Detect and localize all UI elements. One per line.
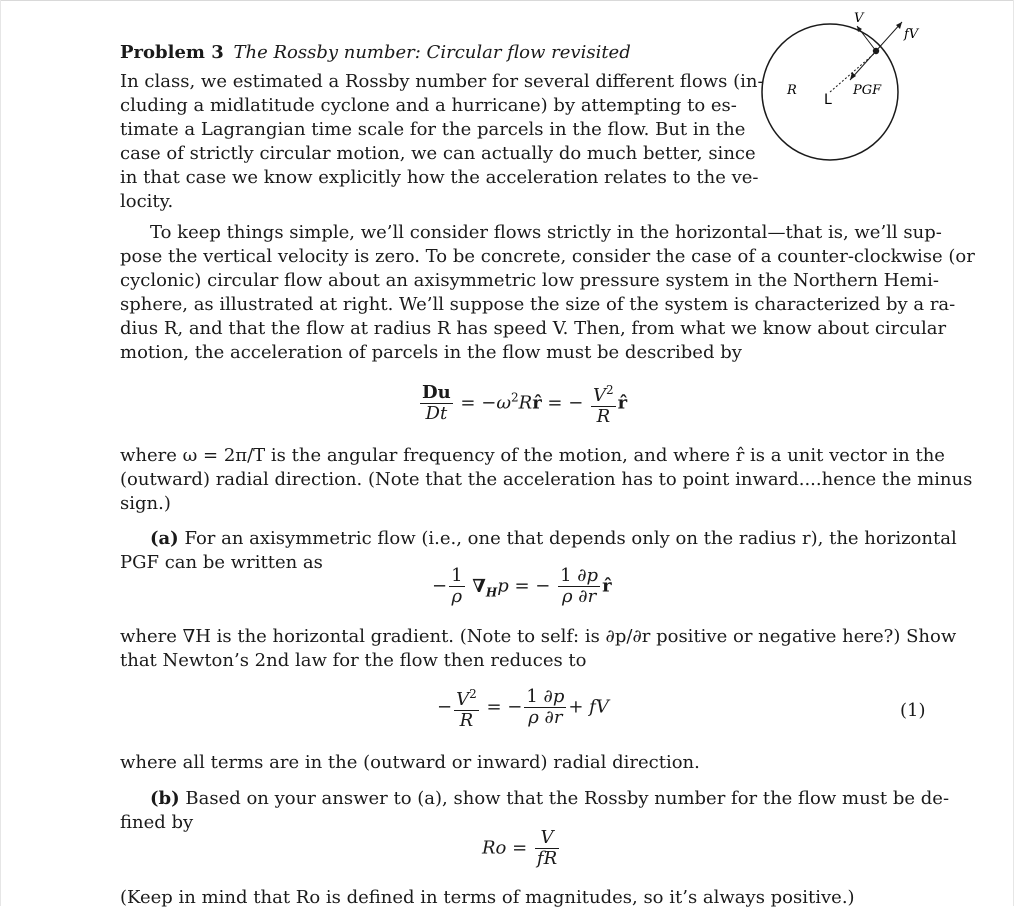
text-line: fined by: [120, 812, 194, 833]
text-line: sign.): [120, 493, 171, 514]
part-b-label: (b): [150, 788, 180, 809]
figure-label-PGF: PGF: [853, 83, 882, 98]
text-line: Based on your answer to (a), show that the Rossby number for the flow must be de-: [185, 788, 950, 809]
acceleration-equation: $\frac{Du}{Dt}$ = $-\omega^2Rr̂$ = − $\frac{V^2}{R}$ r̂: [422, 382, 628, 427]
text-line: PGF can be written as: [120, 552, 323, 573]
page-top-edge: [0, 0, 1014, 1]
text-line: motion, the acceleration of parcels in the flow must be described by: [120, 342, 742, 363]
rossby-equation: Ro = $\frac{V}{fR}$: [482, 827, 558, 869]
text-line: locity.: [120, 191, 174, 212]
text-line: timate a Lagrangian time scale for the parcels in the flow. But in the: [120, 119, 746, 140]
text-line: where ω = 2π/T is the angular frequency of the motion, and where r̂ is a unit vector in the: [120, 445, 945, 466]
text-line: where all terms are in the (outward or inward) radial direction.: [120, 752, 700, 773]
figure-label-fV: fV: [904, 27, 919, 42]
paragraph-omega: [120, 444, 973, 516]
text-line: pose the vertical velocity is zero. To be concrete, consider the case of a counter-clockwise (or: [120, 246, 975, 267]
text-line: case of strictly circular motion, we can actually do much better, since: [120, 143, 756, 164]
part-a-label: (a): [150, 528, 179, 549]
text-line: where ∇H is the horizontal gradient. (Note to self: is ∂p/∂r positive or negative here?) Show: [120, 626, 957, 647]
text-line: In class, we estimated a Rossby number for several different flows (in-: [120, 71, 764, 92]
text-line: For an axisymmetric flow (i.e., one that depends only on the radius r), the horizontal: [184, 528, 957, 549]
cyclone-diagram: [750, 8, 930, 168]
problem-label: Problem 3: [120, 42, 224, 63]
text-line: cluding a midlatitude cyclone and a hurricane) by attempting to es-: [120, 95, 737, 116]
text-line: sphere, as illustrated at right. We’ll suppose the size of the system is characterized by a ra-: [120, 294, 956, 315]
equation-number: (1): [900, 700, 926, 721]
text-line: To keep things simple, we’ll consider flows strictly in the horizontal—that is, we’ll sup-: [150, 222, 942, 243]
paragraph-intro: [120, 70, 764, 214]
paragraph-note: [120, 886, 920, 910]
problem-title: The Rossby number: Circular flow revisited: [233, 42, 631, 63]
text-line: (outward) radial direction. (Note that the acceleration has to point inward....hence the minus: [120, 469, 973, 490]
problem-heading: [120, 42, 631, 63]
text-line: that Newton’s 2nd law for the flow then reduces to: [120, 650, 587, 671]
newton-equation: − $\frac{V^2}{R}$ = − $\frac{1 \partial p}{\rho \partial r}$ + fV: [437, 686, 609, 731]
text-line: in that case we know explicitly how the acceleration relates to the ve-: [120, 167, 759, 188]
part-a-first-line: [120, 527, 957, 551]
pgf-equation: − $\frac{1}{\rho}$ $\nabla_Hp$ = − $\frac{1 \partial p}{\rho \partial r}$ r̂: [432, 565, 612, 607]
text-line: dius R, and that the flow at radius R has speed V. Then, from what we know about circular: [120, 318, 947, 339]
text-line: cyclonic) circular flow about an axisymmetric low pressure system in the Northern Hemi-: [120, 270, 939, 291]
paragraph-radial: [120, 751, 920, 775]
page-left-edge: [0, 0, 1, 906]
figure-label-L: L: [824, 92, 832, 108]
paragraph-gradient: [120, 625, 957, 673]
part-b-first-line: [120, 787, 950, 811]
figure-label-V: V: [854, 11, 864, 26]
paragraph-setup: [120, 221, 975, 365]
figure-label-R: R: [787, 83, 797, 98]
text-line: (Keep in mind that Ro is defined in terms of magnitudes, so it’s always positive.): [120, 887, 855, 908]
